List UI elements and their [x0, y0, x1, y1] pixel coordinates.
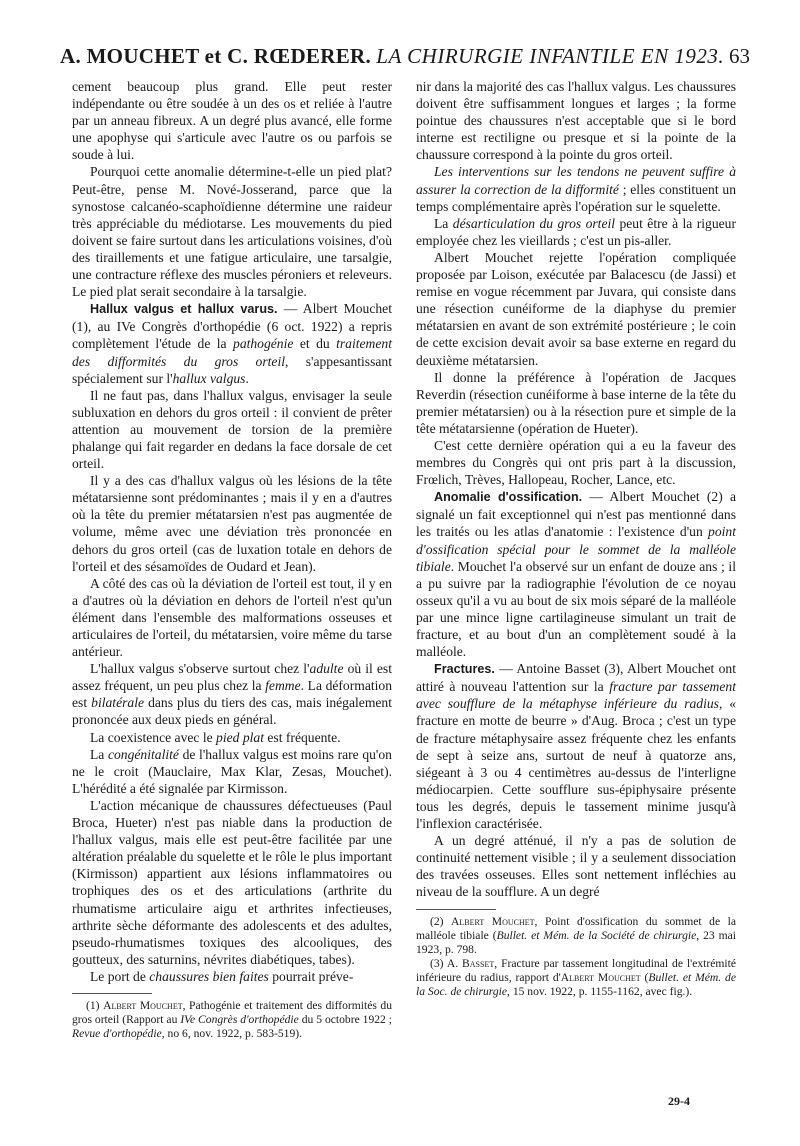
text-run: . — [245, 370, 249, 386]
text-run: et du — [293, 336, 337, 352]
italic-run: hallux valgus — [172, 370, 246, 386]
small-caps-run: Basset — [462, 956, 495, 970]
italic-run: désarticulation du gros orteil — [452, 215, 616, 231]
paragraph: Il ne faut pas, dans l'hallux valgus, envisager la seule subluxation en dehors du gros orteil : il convient de prêter attention au mouvement de torsion de la première phalange qui fait regarder en dedans la face dorsale de cet orteil. — [72, 387, 392, 472]
footnotes — [72, 999, 392, 1041]
italic-run: Les interventions sur les tendons ne peuvent suffire à assurer la correction de la difformité — [416, 164, 736, 197]
text-run: dans plus du tiers des cas, mais inégalement prononcée aux deux pieds en général. — [72, 695, 392, 728]
paragraph: Pourquoi cette anomalie détermine-t-elle un pied plat? Peut-être, pense M. Nové-Josserand, parce que la synostose calcanéo-scaphoïdienne détermine une raideur très appréciable du médiotarse. Les mouvements du pied doivent se faire surtout dans les articulations voisines, d'où des tiraillements et une fatigue articulaire, une tarsalgie, une contracture réflexe des muscles péroniers et releveurs. Le pied plat serait secondaire à la tarsalgie. — [72, 164, 392, 300]
paragraph: Il donne la préférence à l'opération de Jacques Reverdin (résection cunéiforme à base interne de la tête du premier métatarsien) ou à la résection pure et simple de la tête métatarsienne (opération de Hueter). — [416, 369, 736, 436]
text-run: (2) — [430, 914, 452, 928]
text-run: La — [90, 746, 108, 762]
italic-run: point d'ossification spécial pour le sommet de la malléole tibiale — [416, 524, 736, 574]
text-run: , 23 mai 1923, p. 798. — [416, 928, 736, 956]
italic-run: congénitalité — [107, 746, 179, 762]
paragraph: L'action mécanique de chaussures défectueuses (Paul Broca, Hueter) n'est pas niable dans la production de l'hallux valgus, mais elle est peut-être facilitée par une altération préalable du squelette et le rôle le plus important (Kirmisson) appartient aux lésions inflammatoires ou trophiques des os et des articulations (arthrite du rhumatisme articulaire aigu et arthrites infectieuses, arthrite sèche déformante des adolescents et des adultes, pseudo-rhumatismes toxiques des alcooliques, des goutteux, des saturnins, névrites diabétiques, tabes). — [72, 797, 392, 967]
right-column — [416, 78, 736, 999]
small-caps-run: Albert Mouchet — [451, 914, 535, 928]
text-run: . Mouchet l'a observé sur un enfant de douze ans ; il a pu suivre par la radiographie l'évolution de ce noyau osseux qu'il a vu au bout de six mois séparé de la malléole par une mince ligne cartilagineuse simulant un trait de fracture, et au bout d'un an complètement soudé à la malléole. — [416, 558, 736, 660]
text-run: où il est assez fréquent, un peu plus chez la — [72, 661, 392, 694]
section-heading-hallux: Hallux valgus et hallux varus. — [90, 302, 278, 317]
section-heading-fractures: Fractures. — [434, 662, 495, 677]
paragraph — [416, 163, 736, 214]
text-run: est fréquente. — [264, 729, 341, 745]
italic-run: pathogénie — [233, 336, 294, 352]
text-run: , no 6, nov. 1922, p. 583-519). — [161, 1026, 303, 1040]
italic-run: Bullet. et Mém. de la Soc. de chirurgie — [416, 970, 737, 998]
text-run: . La déformation est — [72, 678, 393, 711]
text-run: de l'hallux valgus est moins rare qu'on ne le croit (Mauclaire, Max Klar, Zesas, Mouchet). L'hérédité a été signalée par Kirmisson. — [72, 746, 392, 796]
signature-mark: 29-4 — [668, 1094, 690, 1108]
footnote-1 — [72, 999, 392, 1041]
footnote-2 — [416, 915, 736, 957]
text-run: , 15 nov. 1922, p. 1155-1162, avec fig.). — [507, 984, 693, 998]
text-run: La — [434, 215, 453, 231]
italic-run: IVe Congrès d'orthopédie — [180, 1012, 299, 1026]
text-run: , s'appesantissant spécialement sur l' — [72, 353, 392, 386]
text-run: La coexistence avec le — [90, 729, 217, 745]
text-run: peut être à la rigueur employée chez les vieillards ; c'est un pis-aller. — [416, 215, 736, 248]
text-run: — Albert Mouchet (1), au IVe Congrès d'orthopédie (6 oct. 1922) a repris complètement l'étude de la — [72, 301, 392, 352]
text-run: L'hallux valgus s'observe surtout chez l' — [90, 661, 310, 677]
paragraph: C'est cette dernière opération qui a eu la faveur des membres du Congrès qui ont pris part à la discussion, Frœlich, Trèves, Hallopeau, Rocher, Lance, etc. — [416, 437, 736, 488]
header-title: LA CHIRURGIE INFANTILE EN 1923. — [376, 44, 725, 68]
small-caps-run: Albert Mouchet — [103, 998, 183, 1012]
italic-run: chaussures bien faites — [149, 968, 269, 984]
text-run: , Fracture par tassement longitudinal de l'extrémité inférieure du radius, rapport d' — [416, 956, 737, 984]
italic-run: adulte — [309, 661, 344, 677]
paragraph: A côté des cas où la déviation de l'orteil est tout, il y en a d'autres où la déviation en dehors de l'orteil n'est qu'un élément dans l'ensemble des malformations osseuses et articulaires de l'orteil, du métatarsien, voire même du tarse antérieur. — [72, 575, 392, 660]
paragraph — [72, 729, 392, 746]
italic-run: Bullet. et Mém. de la Société de chirurgie — [496, 928, 697, 942]
text-run: (3) A. — [430, 956, 463, 970]
paragraph: A un degré atténué, il n'y a pas de solution de continuité nettement visible ; il y a seulement dissociation des travées osseuses. Elles sont nettement infléchies au niveau de la soufflure. A un degré — [416, 833, 736, 900]
text-run: — Antoine Basset (3), Albert Mouchet ont attiré à nouveau l'attention sur la — [416, 661, 736, 695]
text-run: du 5 octobre 1922 ; — [298, 1012, 392, 1026]
paragraph: cement beaucoup plus grand. Elle peut rester indépendante ou être soudée à un des os et reliée à l'autre par un anneau fibreux. A un degré plus avancé, elle forme une apophyse qui s'articule avec l'autre os ou parfois se soude à lui. — [72, 79, 392, 163]
small-caps-run: Albert Mouchet — [560, 970, 641, 984]
text-run: (1) — [86, 998, 104, 1012]
footnote-3 — [416, 957, 736, 999]
paragraph — [72, 660, 392, 728]
text-run: , Pathogénie et traitement des difformités du gros orteil (Rapport au — [72, 998, 393, 1026]
text-run: , Point d'ossification du sommet de la malléole tibiale ( — [416, 914, 736, 942]
text-run: pourrait préve- — [268, 968, 354, 984]
paragraph — [72, 968, 392, 985]
section-heading-anomalie: Anomalie d'ossification. — [434, 490, 583, 505]
italic-run: Revue d'orthopédie — [72, 1026, 162, 1040]
paragraph — [416, 660, 736, 832]
italic-run: fracture par tassement avec soufflure de la métaphyse inférieure du radius — [416, 679, 736, 712]
italic-run: pied plat — [216, 729, 264, 745]
header-authors: A. MOUCHET et C. RŒDERER. — [60, 44, 372, 68]
text-run: — Albert Mouchet (2) a signalé un fait exceptionnel qui n'est pas mentionné dans les traités ou les atlas d'anatomie : l'existence d'un — [416, 489, 736, 540]
page-number: 63 — [729, 44, 750, 68]
text-run: Le port de — [90, 968, 150, 984]
paragraph: nir dans la majorité des cas l'hallux valgus. Les chaussures doivent être suffisamment longues et larges ; la forme pointue des chaussures n'est acceptable que si le bord interne est rectiligne ou presque et si la pointe de la chaussure correspond à la pointe du gros orteil. — [416, 79, 736, 163]
footnote-divider — [72, 993, 152, 994]
left-column — [72, 78, 392, 1041]
text-run: , « fracture en motte de beurre » d'Aug. Broca ; c'est un type de fracture métaphysaire assez fréquente chez les enfants de sept à seize ans, surtout de neuf à quatorze ans, siégeant à 3 ou 4 centimètres au-dessus de l'interligne médiocarpien. Cette soufflure sus-épiphysaire présente tous les degrés, depuis le tassement minime jusqu'à l'inflexion caractérisée. — [416, 696, 736, 832]
paragraph — [416, 488, 736, 660]
italic-run: femme — [265, 678, 301, 694]
text-run: ; elles constituent un temps complémentaire après l'opération sur le squelette. — [416, 181, 736, 214]
running-header — [60, 44, 750, 78]
paragraph — [72, 300, 392, 386]
paragraph — [72, 746, 392, 797]
italic-run: bilatérale — [91, 695, 145, 711]
footnote-divider — [416, 909, 496, 910]
footnotes — [416, 915, 736, 999]
text-run: ( — [640, 970, 649, 984]
paragraph: Albert Mouchet rejette l'opération compliquée proposée par Loison, exécutée par Balacescu (de Jassi) et remise en vogue récemment par Juvara, qui consiste dans une résection cunéiforme de la diaphyse du premier métatarsien en avant de son extrémité postérieure ; le coin de cette excision devait avoir sa base externe en regard du deuxième métatarsien. — [416, 249, 736, 368]
paragraph — [416, 215, 736, 249]
paragraph: Il y a des cas d'hallux valgus où les lésions de la tête métatarsienne sont prédominantes ; mais il y en a d'autres où la tête du premier métatarsien n'est pas augmentée de volume, même avec une déviation très prononcée en dehors du gros orteil (cas de luxation totale en dehors de l'orteil et des sésamoïdes de Oudard et Jean). — [72, 473, 392, 574]
italic-run: traitement des difformités du gros orteil — [72, 336, 392, 369]
